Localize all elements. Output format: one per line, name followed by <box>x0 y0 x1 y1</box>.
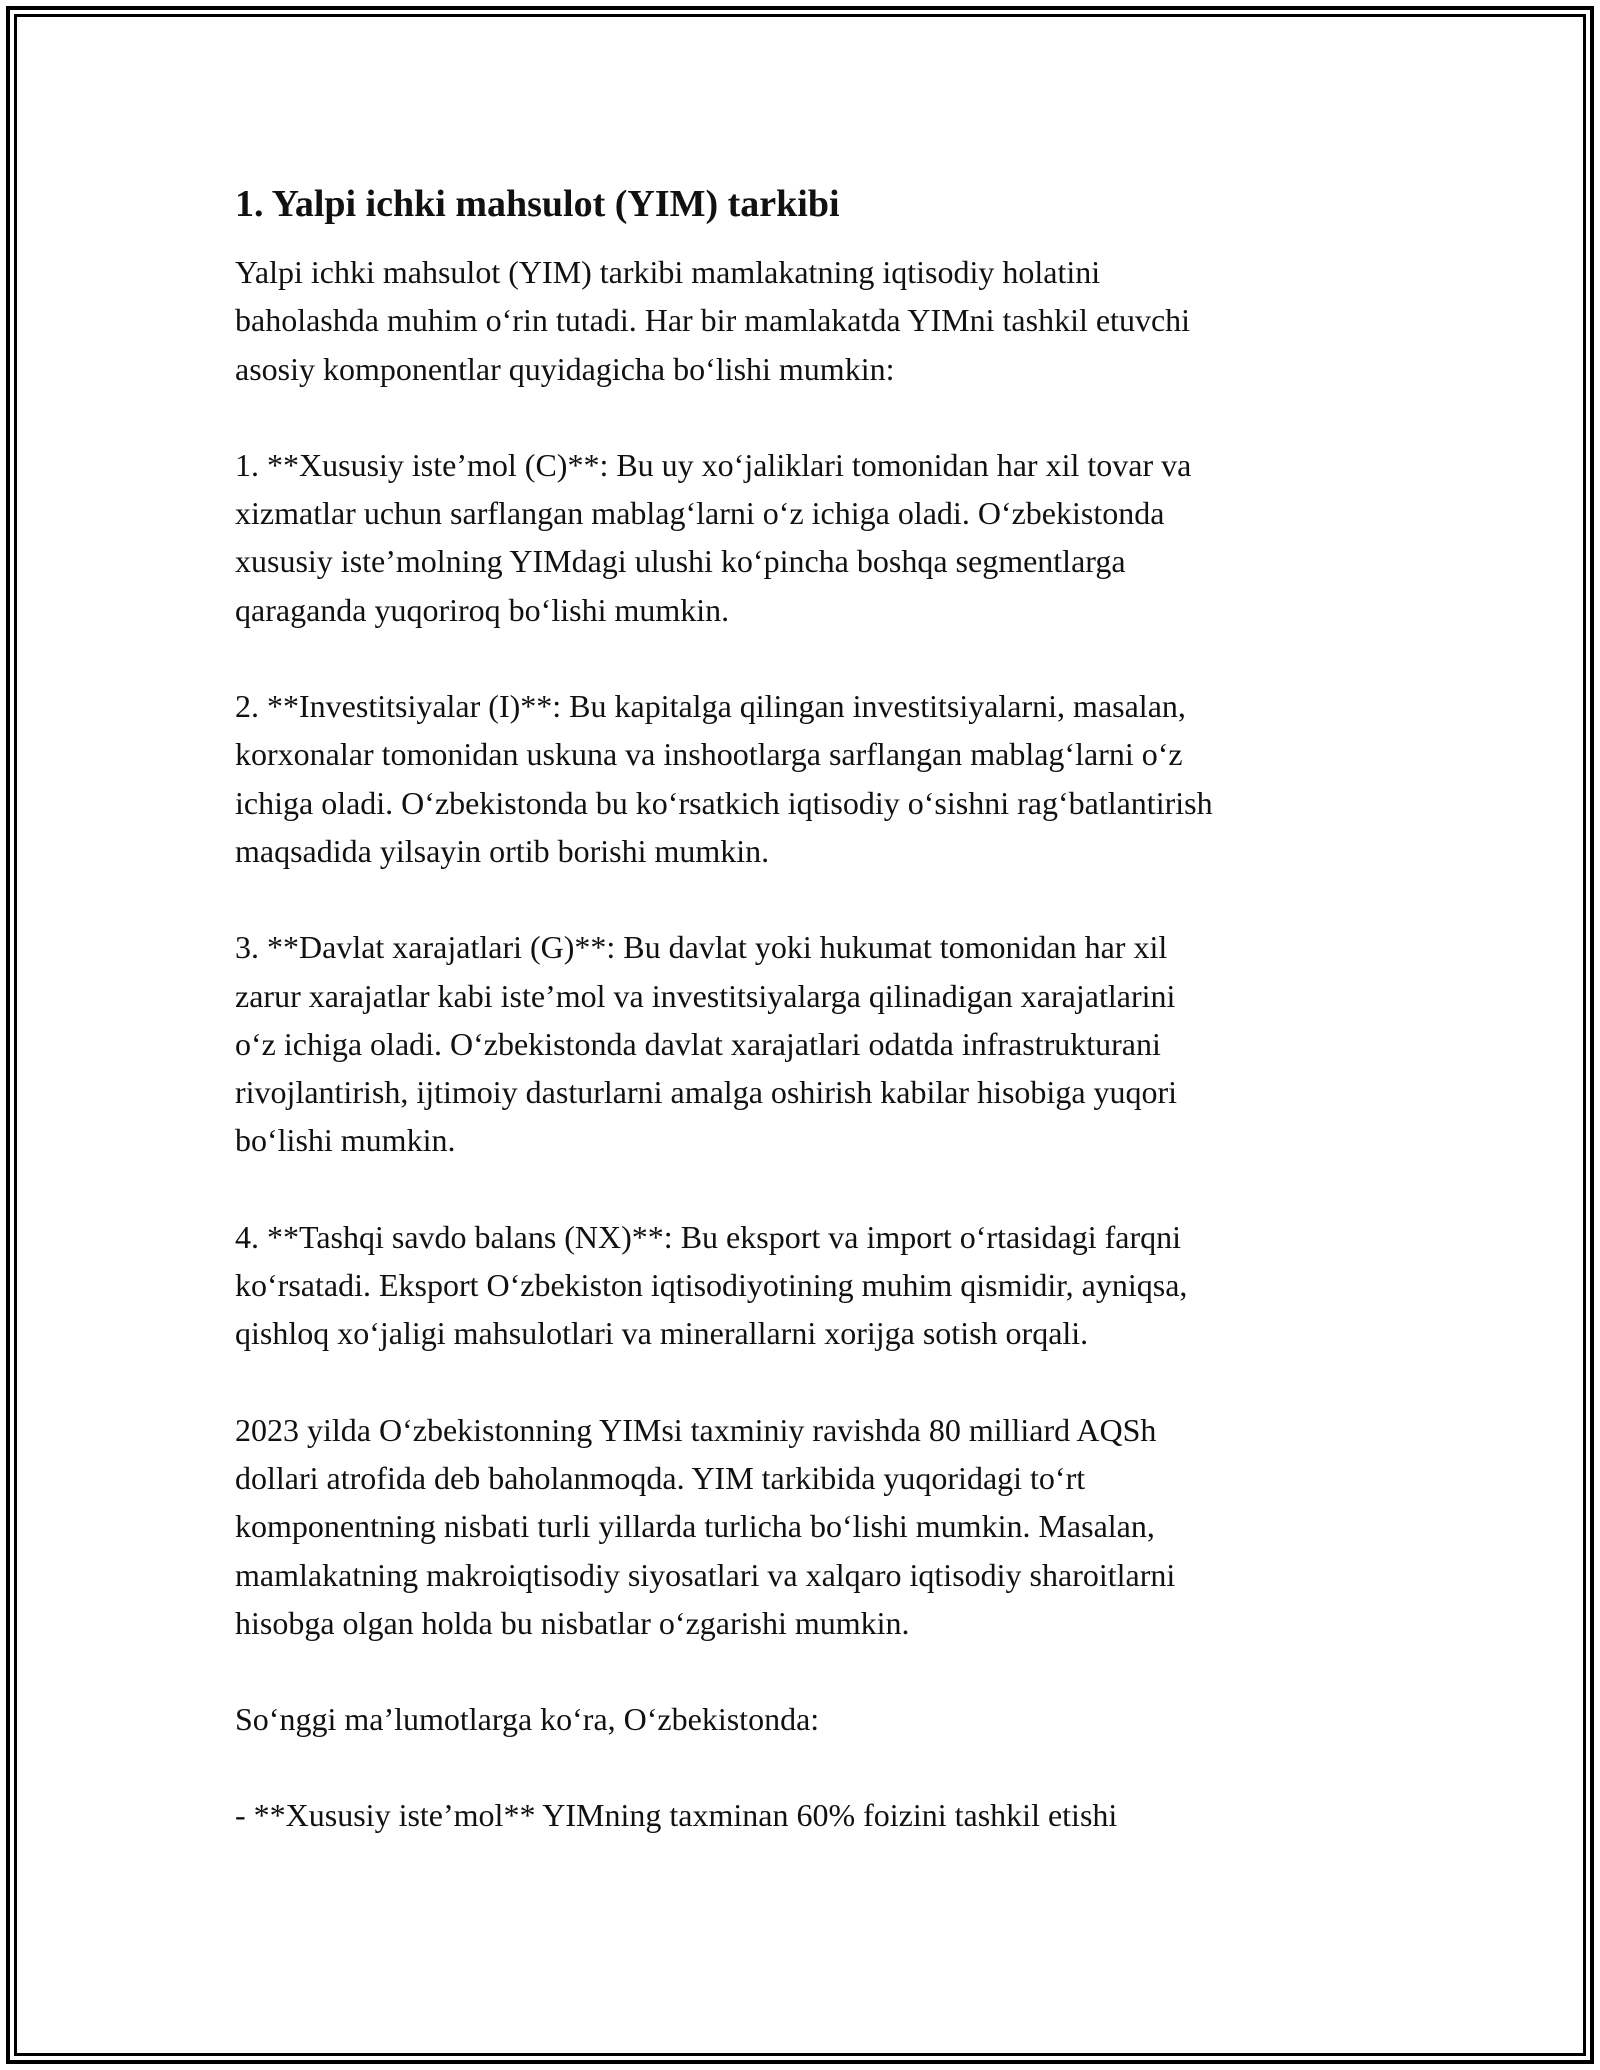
intro-paragraph: Yalpi ichki mahsulot (YIM) tarkibi mamlakatning iqtisodiy holatini baholashda muhim o‘rin tutadi. Har bir mamlakatda YIMni tashkil etuvchi asosiy komponentlar quyidagicha bo‘lishi mumkin: <box>235 254 1191 387</box>
gdp-estimate-paragraph: 2023 yilda O‘zbekistonning YIMsi taxminiy ravishda 80 milliard AQSh dollari atrofida deb baholanmoqda. YIM tarkibida yuqoridagi to‘rt komponentning nisbati turli yillarda turlicha bo‘lishi mumkin. Masalan, mamlakatning makroiqtisodiy siyosatlari va xalqaro iqtisodiy sharoitlarni hisobga olgan holda bu nisbatlar o‘zgarishi mumkin. <box>235 1411 1176 1641</box>
list-item-consumption: 1. **Xususiy iste’mol (C)**: Bu uy xo‘jaliklari tomonidan har xil tovar va xizmatlar uchun sarflangan mablag‘larni o‘z ichiga oladi. O‘zbekistonda xususiy iste’molning YIMdagi ulushi ko‘pincha boshqa segmentlarga qaraganda yuqoriroq bo‘lishi mumkin. <box>235 446 1192 628</box>
bullet-item-consumption-share: - **Xususiy iste’mol** YIMning taxminan 60% foizini tashkil etishi <box>235 1797 1118 1834</box>
list-item-investments: 2. **Investitsiyalar (I)**: Bu kapitalga qilingan investitsiyalarni, masalan, korxonalar tomonidan uskuna va inshootlarga sarflangan mablag‘larni o‘z ichiga oladi. O‘zbekistonda bu ko‘rsatkich iqtisodiy o‘sishni rag‘batlantirish maqsadida yilsayin ortib borishi mumkin. <box>235 688 1213 869</box>
list-item-net-exports: 4. **Tashqi savdo balans (NX)**: Bu eksport va import o‘rtasidagi farqni ko‘rsatadi. Eksport O‘zbekiston iqtisodiyotining muhim qismidir, ayniqsa, qishloq xo‘jaligi mahsulotlari va minerallarni xorijga sotish orqali. <box>235 1218 1188 1352</box>
recent-data-intro: So‘nggi ma’lumotlarga ko‘ra, O‘zbekistonda: <box>235 1701 820 1738</box>
list-item-government-spending: 3. **Davlat xarajatlari (G)**: Bu davlat yoki hukumat tomonidan har xil zarur xarajatlar kabi iste’mol va investitsiyalarga qilinadigan xarajatlarini o‘z ichiga oladi. O‘zbekistonda davlat xarajatlari odatda infrastrukturani rivojlantirish, ijtimoiy dasturlarni amalga oshirish kabilar hisobiga yuqori bo‘lishi mumkin. <box>235 929 1178 1159</box>
document-body <box>235 180 1370 1840</box>
section-heading: 1. Yalpi ichki mahsulot (YIM) tarkibi <box>235 183 840 225</box>
